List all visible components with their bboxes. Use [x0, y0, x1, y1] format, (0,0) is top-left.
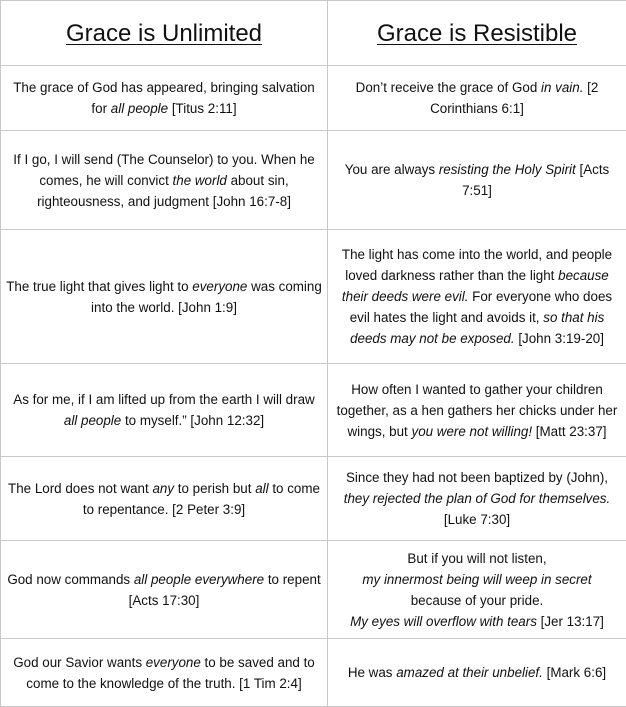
- header-right: [328, 1, 626, 66]
- emphasis-text: My eyes will overflow with tears: [350, 613, 537, 629]
- emphasis-text: so that his deeds may not be exposed.: [350, 310, 605, 346]
- cell-text: [5, 77, 323, 119]
- table-row: [1, 541, 626, 639]
- cell-text: [5, 389, 323, 431]
- plain-text: [Mark 6:6]: [542, 665, 607, 680]
- emphasis-text: any: [152, 480, 175, 496]
- emphasis-text: my innermost being will weep in secret: [362, 571, 592, 587]
- plain-text: to perish but: [174, 480, 256, 496]
- cell-text: [332, 77, 622, 119]
- emphasis-text: resisting the Holy Spirit: [438, 162, 576, 177]
- grace-resistible-cell: [328, 541, 626, 639]
- table-row: [1, 364, 626, 457]
- plain-text: to be saved and to come to the knowledge of the truth. [1 Tim 2:4]: [26, 654, 315, 691]
- plain-text: God our Savior wants: [13, 654, 146, 670]
- cell-text: [5, 149, 323, 212]
- header-left: [1, 1, 328, 66]
- plain-text: because of your pride.: [410, 592, 544, 608]
- plain-text: [Matt 23:37]: [532, 423, 607, 439]
- grace-unlimited-cell: [1, 541, 328, 639]
- table-row: [1, 131, 626, 230]
- plain-text: You are always: [344, 162, 439, 177]
- cell-text: [5, 276, 323, 318]
- plain-text: about sin, righteousness, and judgment [John 16:7-8]: [37, 172, 291, 209]
- grace-unlimited-cell: [1, 639, 328, 707]
- plain-text: But if you will not listen,: [407, 550, 547, 566]
- grace-unlimited-cell: [1, 364, 328, 457]
- header-right-title: Grace is Resistible: [376, 19, 578, 47]
- plain-text: The Lord does not want: [8, 480, 153, 496]
- header-row: [1, 1, 626, 66]
- plain-text: How often I wanted to gather your children together, as a hen gathers her chicks under her wings, but: [336, 381, 618, 439]
- plain-text: [Jer 13:17]: [536, 613, 604, 629]
- cell-text: [332, 379, 622, 442]
- table-row: [1, 66, 626, 131]
- emphasis-text: the world: [172, 172, 227, 188]
- emphasis-text: they rejected the plan of God for themselves.: [343, 491, 611, 506]
- cell-text: [332, 467, 622, 530]
- plain-text: to myself.” [John 12:32]: [121, 413, 265, 428]
- plain-text: [John 3:19-20]: [514, 331, 604, 346]
- grace-unlimited-cell: [1, 457, 328, 541]
- plain-text: to come to repentance. [2 Peter 3:9]: [82, 480, 320, 517]
- table-row: [1, 230, 626, 364]
- plain-text: The true light that gives light to: [6, 278, 193, 294]
- plain-text: God now commands: [7, 571, 134, 587]
- plain-text: [2 Corinthians 6:1]: [430, 80, 599, 116]
- plain-text: [Luke 7:30]: [443, 512, 511, 527]
- emphasis-text: everyone: [192, 278, 248, 294]
- cell-text: [5, 569, 323, 611]
- plain-text: If I go, I will send (The Counselor) to you. When he comes, he will convict: [13, 151, 315, 188]
- plain-text: Don’t receive the grace of God: [355, 80, 541, 95]
- emphasis-text: all people everywhere: [133, 571, 265, 587]
- emphasis-text: amazed at their unbelief.: [396, 665, 543, 680]
- grace-resistible-cell: [328, 639, 626, 707]
- grace-unlimited-cell: [1, 230, 328, 364]
- plain-text: For everyone who does evil hates the light and avoids it,: [349, 289, 613, 325]
- plain-text: As for me, if I am lifted up from the earth I will draw: [13, 392, 315, 407]
- cell-text: [332, 159, 622, 201]
- grace-unlimited-cell: [1, 131, 328, 230]
- plain-text: to repent [Acts 17:30]: [128, 571, 321, 608]
- cell-text: [5, 652, 323, 694]
- grace-resistible-cell: [328, 131, 626, 230]
- emphasis-text: all people: [110, 101, 169, 116]
- emphasis-text: all: [255, 480, 269, 496]
- grace-resistible-cell: [328, 66, 626, 131]
- plain-text: He was: [347, 665, 397, 680]
- table-row: [1, 457, 626, 541]
- grace-resistible-cell: [328, 457, 626, 541]
- emphasis-text: all people: [63, 413, 122, 428]
- plain-text: [Titus 2:11]: [168, 101, 237, 116]
- emphasis-text: in vain.: [541, 80, 584, 95]
- cell-text: [332, 244, 622, 349]
- cell-text: [5, 478, 323, 520]
- grace-unlimited-cell: [1, 66, 328, 131]
- plain-text: The light has come into the world, and people loved darkness rather than the light: [341, 247, 613, 283]
- table-row: [1, 639, 626, 707]
- cell-text: [332, 662, 622, 683]
- grace-resistible-cell: [328, 230, 626, 364]
- plain-text: The grace of God has appeared, bringing salvation for: [13, 80, 315, 116]
- plain-text: was coming into the world. [John 1:9]: [91, 278, 322, 315]
- grace-resistible-cell: [328, 364, 626, 457]
- emphasis-text: everyone: [145, 654, 201, 670]
- emphasis-text: you were not willing!: [411, 423, 533, 439]
- cell-text: [332, 548, 622, 632]
- plain-text: Since they had not been baptized by (John),: [345, 470, 609, 485]
- emphasis-text: because their deeds were evil.: [341, 268, 609, 304]
- header-left-title: Grace is Unlimited: [65, 19, 263, 47]
- plain-text: [Acts 7:51]: [462, 162, 610, 198]
